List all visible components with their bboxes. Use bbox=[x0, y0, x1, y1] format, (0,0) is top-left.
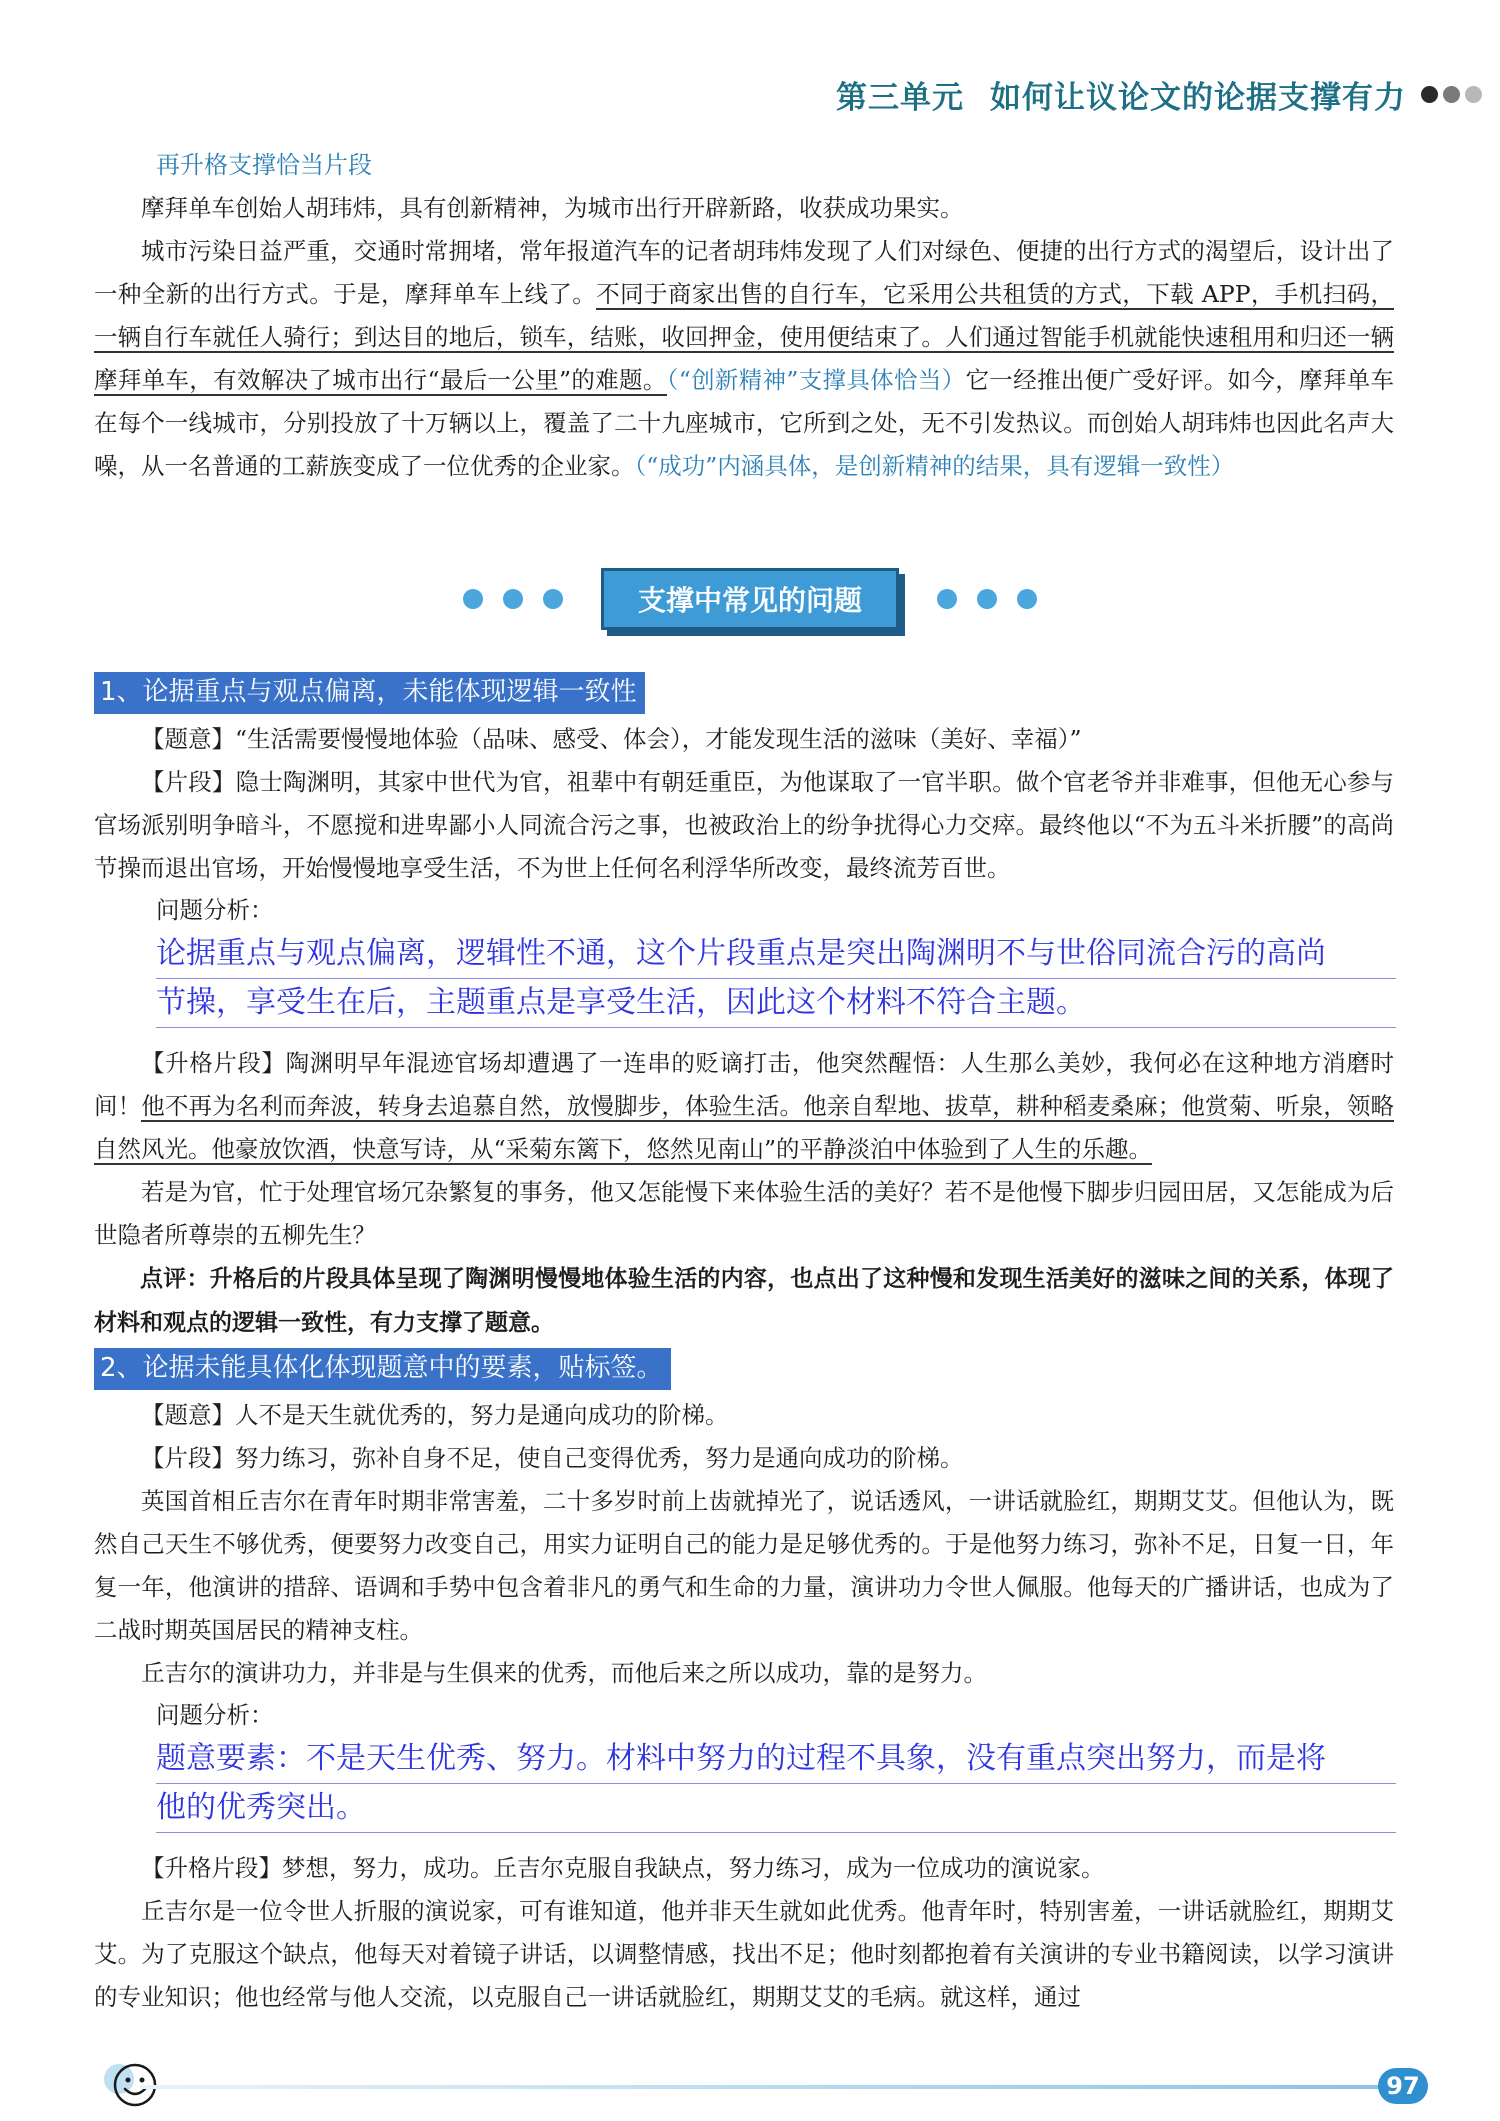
upgrade-paragraph: 丘吉尔是一位令世人折服的演说家，可有谁知道，他并非天生就如此优秀。他青年时，特别害羞，一讲话就脸红，期期艾艾。为了克服这个缺点，他每天对着镜子讲话，以调整情感，找出不足；他时刻都抱着有关演讲的专业书籍阅读，以学习演讲的专业知识；他也经常与他人交流，以克服自己一讲话就脸红，期期艾艾的毛病。就这样，通过 bbox=[94, 1897, 1394, 2011]
fragment-paragraph: 英国首相丘吉尔在青年时期非常害羞，二十多岁时前上齿就掉光了，说话透风，一讲话就脸红，期期艾艾。但他认为，既然自己天生不够优秀，便要努力改变自己，用实力证明自己的能力是足够优秀的。于是他努力练习，弥补不足，日复一日，年复一年，他演讲的措辞、语调和手势中包含着非凡的勇气和生命的力量，演讲功力令世人佩服。他每天的广播讲话，也成为了二战时期英国居民的精神支柱。 bbox=[94, 1487, 1394, 1644]
fragment-line: 【片段】努力练习，弥补自身不足，使自己变得优秀，努力是通向成功的阶梯。 bbox=[141, 1444, 964, 1472]
problem-heading: 1、论据重点与观点偏离，未能体现逻辑一致性 bbox=[94, 672, 645, 714]
dot-icon bbox=[977, 589, 997, 609]
analysis-handwriting: 题意要素：不是天生优秀、努力。材料中努力的过程不具象，没有重点突出努力，而是将 他的优秀突出。 bbox=[156, 1735, 1396, 1833]
dot-icon bbox=[463, 589, 483, 609]
theme-line: 【题意】人不是天生就优秀的，努力是通向成功的阶梯。 bbox=[141, 1401, 729, 1429]
annotation: （“成功”内涵具体，是创新精神的结果，具有逻辑一致性） bbox=[634, 452, 1235, 480]
dot-icon bbox=[503, 589, 523, 609]
fragment-paragraph-2: 丘吉尔的演讲功力，并非是与生俱来的优秀，而他后来之所以成功，靠的是努力。 bbox=[141, 1659, 987, 1687]
footer-line bbox=[140, 2085, 1390, 2089]
upgrade-paragraph: 【升格片段】陶渊明早年混迹官场却遭遇了一连串的贬谪打击，他突然醒悟：人生那么美妙，我何必在这种地方消磨时间！他不再为名利而奔波，转身去追慕自然，放慢脚步，体验生活。他亲自犁地、拔草，耕种稻麦桑麻；他赏菊、听泉，领略自然风光。他豪放饮酒，快意写诗，从“采菊东篱下，悠然见南山”的平静淡泊中体验到了人生的乐趣。 bbox=[94, 1049, 1395, 1163]
example-paragraph: 城市污染日益严重，交通时常拥堵，常年报道汽车的记者胡玮炜发现了人们对绿色、便捷的出行方式的渴望后，设计出了一种全新的出行方式。于是，摩拜单车上线了。不同于商家出售的自行车，它采用公共租赁的方式，下载 APP，手机扫码，一辆自行车就任人骑行；到达目的地后，锁车，结账，收回押金，使用便结束了。人们通过智能手机就能快速租用和归还一辆摩拜单车，有效解决了城市出行“最后一公里”的难题。（“创新精神”支撑具体恰当）它一经推出便广受好评。如今，摩拜单车在每个一线城市，分别投放了十万辆以上，覆盖了二十九座城市，它所到之处，无不引发热议。而创始人胡玮炜也因此名声大噪，从一名普通的工薪族变成了一位优秀的企业家。（“成功”内涵具体，是创新精神的结果，具有逻辑一致性） bbox=[94, 237, 1395, 480]
lead-sentence: 摩拜单车创始人胡玮炜，具有创新精神，为城市出行开辟新路，收获成功果实。 bbox=[141, 194, 964, 222]
section-upgraded-example bbox=[94, 143, 1394, 488]
analysis-label: 问题分析： bbox=[156, 896, 274, 924]
theme-line: 【题意】“生活需要慢慢地体验（品味、感受、体会），才能发现生活的滋味（美好、幸福）” bbox=[141, 725, 1082, 753]
upgrade-paragraph-2: 若是为官，忙于处理官场冗杂繁复的事务，他又怎能慢下来体验生活的美好？若不是他慢下脚步归园田居，又怎能成为后世隐者所尊崇的五柳先生？ bbox=[94, 1178, 1394, 1249]
unit-title: 如何让议论文的论据支撑有力 bbox=[990, 80, 1406, 116]
dot-icon bbox=[1443, 86, 1460, 103]
upgrade-line: 【升格片段】梦想，努力，成功。丘吉尔克服自我缺点，努力练习，成为一位成功的演说家。 bbox=[141, 1854, 1105, 1882]
analysis-handwriting: 论据重点与观点偏离，逻辑性不通，这个片段重点是突出陶渊明不与世俗同流合污的高尚 节操，享受生在后，主题重点是享受生活，因此这个材料不符合主题。 bbox=[156, 930, 1396, 1028]
underlined-text: 不同于商家出售的自行车，它采用公共租赁的方式，下载 APP，手机扫码，一辆自行车就任人骑行；到达目的地后，锁车，结账，收回押金，使用便结束了。人们通过智能手机就能快速租用和归还一辆摩拜单车，有效解决了城市出行“最后一公里”的难题。 bbox=[94, 280, 1394, 394]
problem-heading: 2、论据未能具体化体现题意中的要素，贴标签。 bbox=[94, 1348, 671, 1390]
banner-title: 支撑中常见的问题 bbox=[601, 568, 899, 630]
underlined-text: 他不再为名利而奔波，转身去追慕自然，放慢脚步，体验生活。他亲自犁地、拔草，耕种稻麦桑麻；他赏菊、听泉，领略自然风光。他豪放饮酒，快意写诗，从“采菊东篱下，悠然见南山”的平静淡泊中体验到了人生的乐趣。 bbox=[94, 1092, 1395, 1163]
page-header bbox=[836, 72, 1482, 117]
page-number: 97 bbox=[1378, 2068, 1428, 2104]
header-dots bbox=[1416, 86, 1482, 103]
section-banner bbox=[0, 568, 1500, 630]
dot-icon bbox=[1017, 589, 1037, 609]
unit-label: 第三单元 bbox=[836, 80, 964, 116]
problem-2 bbox=[94, 1348, 1394, 2019]
dot-icon bbox=[543, 589, 563, 609]
fragment-paragraph: 【片段】隐士陶渊明，其家中世代为官，祖辈中有朝廷重臣，为他谋取了一官半职。做个官老爷并非难事，但他无心参与官场派别明争暗斗，不愿搅和进卑鄙小人同流合污之事，也被政治上的纷争扰得心力交瘁。最终他以“不为五斗米折腰”的高尚节操而退出官场，开始慢慢地享受生活，不为世上任何名利浮华所改变，最终流芳百世。 bbox=[94, 768, 1394, 882]
subheading: 再升格支撑恰当片段 bbox=[156, 151, 372, 179]
comment-paragraph: 点评：升格后的片段具体呈现了陶渊明慢慢地体验生活的内容，也点出了这种慢和发现生活美好的滋味之间的关系，体现了材料和观点的逻辑一致性，有力支撑了题意。 bbox=[94, 1266, 1394, 1336]
dot-icon bbox=[1421, 86, 1438, 103]
annotation: （“创新精神”支撑具体恰当） bbox=[666, 366, 966, 394]
problem-1 bbox=[94, 672, 1394, 1345]
dot-icon bbox=[1465, 86, 1482, 103]
analysis-label: 问题分析： bbox=[156, 1701, 274, 1729]
dot-icon bbox=[937, 589, 957, 609]
